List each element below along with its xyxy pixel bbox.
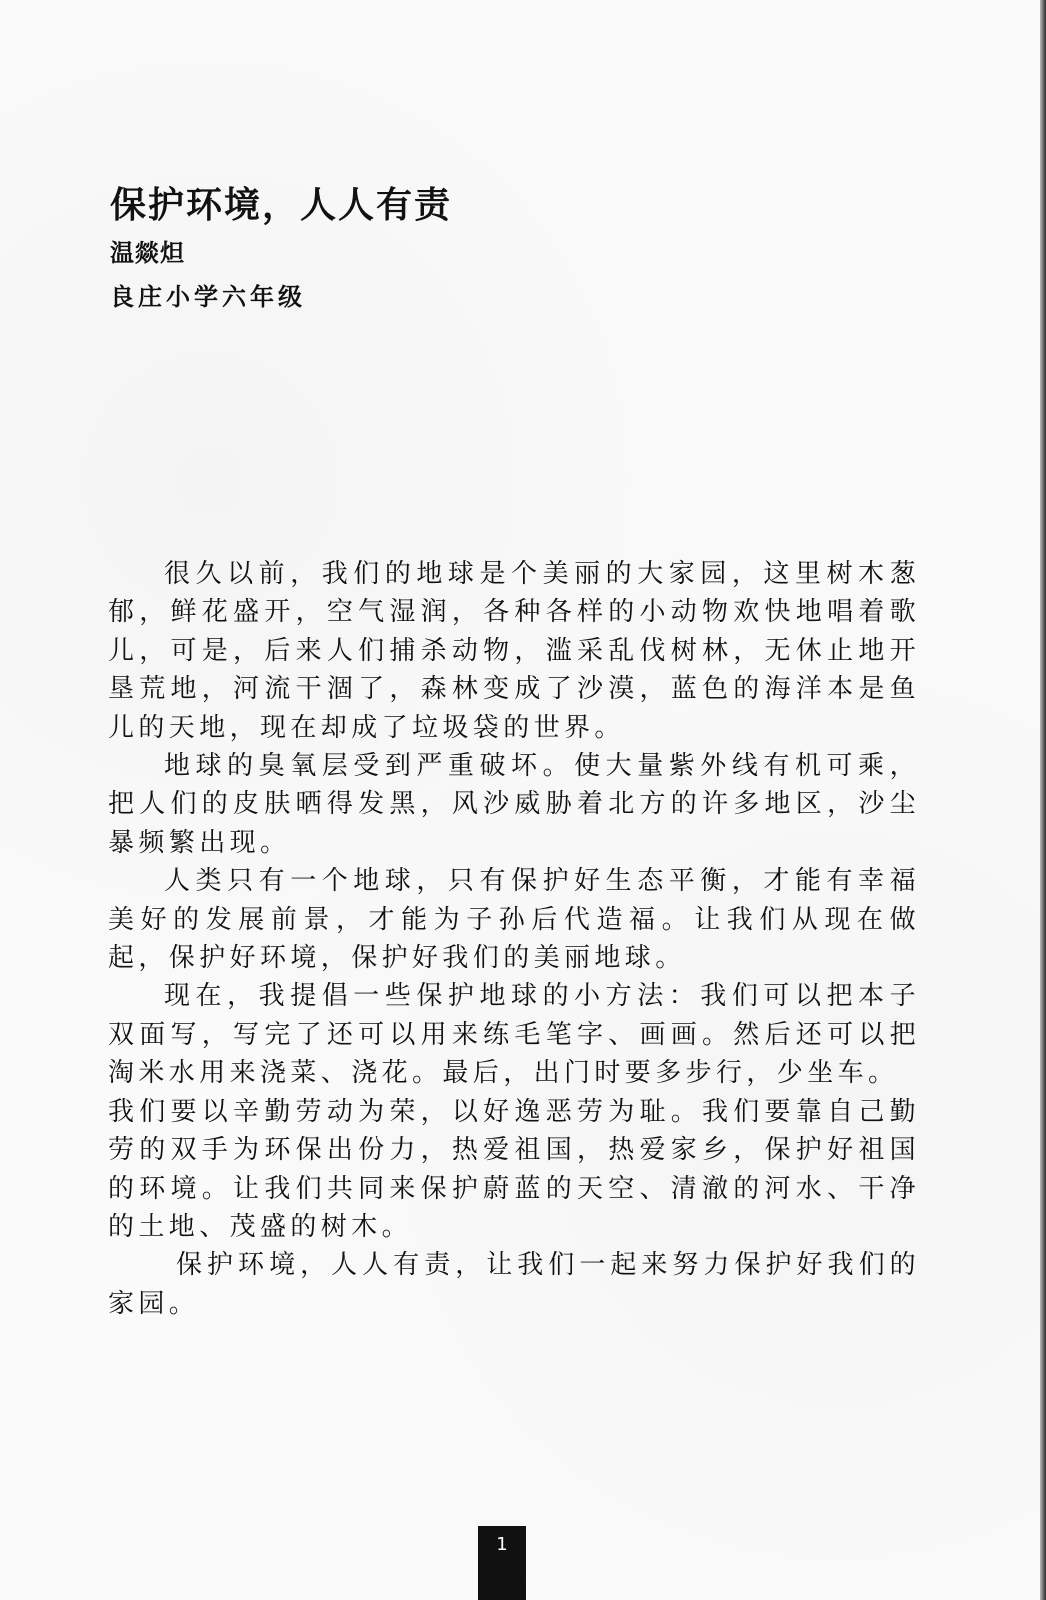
article-title: 保护环境，人人有责	[110, 185, 453, 226]
paragraph: 地球的臭氧层受到严重破坏。使大量紫外线有机可乘，把人们的皮肤晒得发黑，风沙威胁着北方的许多地区，沙尘暴频繁出现。	[108, 751, 920, 858]
paragraph: 人类只有一个地球，只有保护好生态平衡，才能有幸福美好的发展前景，才能为子孙后代造福。让我们从现在做起，保护好环境，保护好我们的美丽地球。	[108, 866, 920, 974]
author-school: 良庄小学六年级	[110, 283, 306, 311]
author-name: 温燚炟	[110, 239, 185, 267]
page-number: 1	[478, 1526, 526, 1600]
scan-edge-shadow	[1040, 0, 1046, 1600]
paragraph: 很久以前，我们的地球是个美丽的大家园，这里树木葱郁，鲜花盛开，空气湿润，各种各样的小动物欢快地唱着歌儿，可是，后来人们捕杀动物，滥采乱伐树林，无休止地开垦荒地，河流干涸了，森林变成了沙漠，蓝色的海洋本是鱼儿的天地，现在却成了垃圾袋的世界。	[108, 559, 920, 743]
article-body	[108, 555, 920, 1323]
paragraph: 我们要以辛勤劳动为荣，以好逸恶劳为耻。我们要靠自己勤劳的双手为环保出份力，热爱祖国，热爱家乡，保护好祖国的环境。让我们共同来保护蔚蓝的天空、清澈的河水、干净的土地、茂盛的树木。	[108, 1096, 920, 1242]
paragraph: 现在，我提倡一些保护地球的小方法：我们可以把本子双面写，写完了还可以用来练毛笔字、画画。然后还可以把淘米水用来浇菜、浇花。最后，出门时要多步行，少坐车。	[108, 981, 920, 1089]
paragraph: 保护环境，人人有责，让我们一起来努力保护好我们的家园。	[108, 1250, 920, 1319]
